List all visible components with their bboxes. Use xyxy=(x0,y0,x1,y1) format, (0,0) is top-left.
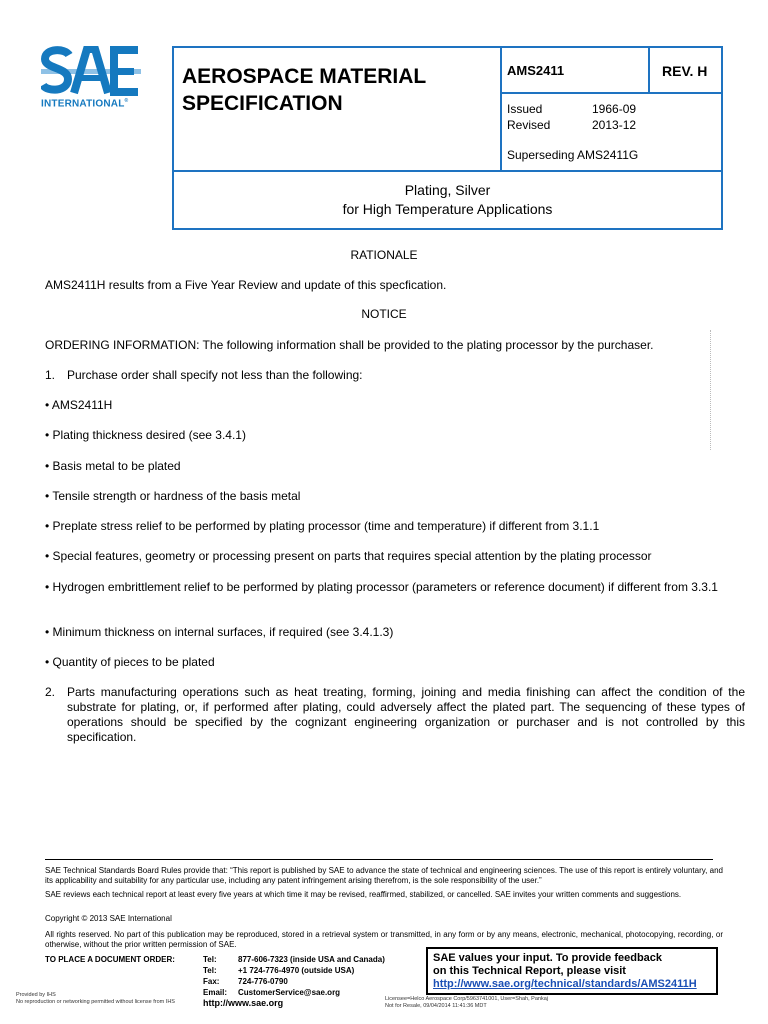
bullet-item: • Basis metal to be plated xyxy=(45,459,181,473)
no-reproduction-text: No reproduction or networking permitted without license from IHS xyxy=(16,999,175,1005)
email-label: Email: xyxy=(203,988,228,997)
item-1-number: 1. xyxy=(45,368,56,382)
not-for-resale-text: Not for Resale, 09/04/2014 11:41:36 MDT xyxy=(385,1003,487,1009)
document-type-title: AEROSPACE MATERIAL SPECIFICATION xyxy=(182,65,427,115)
item-1-text: Purchase order shall specify not less than the following: xyxy=(67,368,363,382)
issue-dates xyxy=(507,101,636,133)
rights-reserved-text: All rights reserved. No part of this publication may be reproduced, stored in a retrieval system or transmitted, in any form or by any means, electronic, mechanical, photocopying, recording, or otherwise, without the prior written permission of SAE. xyxy=(45,930,723,949)
margin-dots xyxy=(706,330,711,450)
rationale-text: AMS2411H results from a Five Year Review and update of this specfication. xyxy=(45,278,447,292)
feedback-link[interactable]: http://www.sae.org/technical/standards/AMS2411H xyxy=(433,978,697,990)
item-1 xyxy=(45,368,723,383)
logo-international-text: INTERNATIONAL® xyxy=(41,98,129,110)
spec-header-box xyxy=(172,46,723,230)
copyright-text: Copyright © 2013 SAE International xyxy=(45,914,172,923)
bullet-item: • Tensile strength or hardness of the basis metal xyxy=(45,489,301,503)
revised-label: Revised xyxy=(507,118,551,132)
bullet-item: • Quantity of pieces to be plated xyxy=(45,655,215,669)
bullet-item: • AMS2411H xyxy=(45,398,113,412)
order-label: TO PLACE A DOCUMENT ORDER: xyxy=(45,955,175,964)
revision-label: REV. H xyxy=(662,63,708,79)
footer-divider xyxy=(45,859,713,860)
tel-label: Tel: xyxy=(203,955,217,964)
tel-value: 877-606-7323 (inside USA and Canada) xyxy=(238,955,385,964)
review-text: SAE reviews each technical report at least every five years at which time it may be revised, reaffirmed, stabilized, or cancelled. SAE invites your written comments and suggestions. xyxy=(45,890,682,899)
fax-value: 724-776-0790 xyxy=(238,977,288,986)
licensee-text: Licensee=Helco Aerospace Corp/5963741001, User=Shah, Pankaj xyxy=(385,996,548,1002)
ordering-information: ORDERING INFORMATION: The following information shall be provided to the plating processor by the purchaser. xyxy=(45,338,654,352)
notice-heading: NOTICE xyxy=(361,307,407,321)
revised-date: 2013-12 xyxy=(592,118,637,132)
bullet-item: • Special features, geometry or processing present on parts that requires special attention by the plating processor xyxy=(45,549,652,563)
superseding-text: Superseding AMS2411G xyxy=(507,148,639,162)
sae-logo-mark xyxy=(41,46,141,96)
issued-date: 1966-09 xyxy=(592,102,637,116)
bullet-item: • Minimum thickness on internal surfaces, if required (see 3.4.1.3) xyxy=(45,625,394,639)
provided-by-text: Provided by IHS xyxy=(16,992,56,998)
fax-label: Fax: xyxy=(203,977,220,986)
tel2-value: +1 724-776-4970 (outside USA) xyxy=(238,966,355,975)
issued-label: Issued xyxy=(507,102,543,116)
sae-logo xyxy=(41,46,147,112)
item-2-number: 2. xyxy=(45,685,56,699)
bullet-item: • Preplate stress relief to be performed by plating processor (time and temperature) if different from 3.1.1 xyxy=(45,519,600,533)
document-number: AMS2411 xyxy=(507,63,565,78)
standards-rules-text: SAE Technical Standards Board Rules provide that: “This report is published by SAE to advance the state of technical and engineering sciences. The use of this report is entirely voluntary, and its applicability and suitability for any particular use, including any patent infringement arising therefrom, is the sole responsibility of the user.” xyxy=(45,866,723,885)
website-link[interactable]: http://www.sae.org xyxy=(203,998,284,1008)
email-link[interactable]: CustomerService@sae.org xyxy=(238,988,341,997)
bullet-item: • Hydrogen embrittlement relief to be performed by plating processor (parameters or reference document) if different from 3.3.1 xyxy=(45,580,718,594)
specification-subject: Plating, Silver for High Temperature Applications xyxy=(342,182,553,217)
rationale-heading: RATIONALE xyxy=(350,248,418,262)
item-2 xyxy=(45,685,745,745)
feedback-box: SAE values your input. To provide feedback on this Technical Report, please visit http://www.sae.org/technical/standards/AMS2411H xyxy=(426,947,718,995)
tel2-label: Tel: xyxy=(203,966,217,975)
item-2-text: Parts manufacturing operations such as heat treating, forming, joining and media finishing can affect the condition of the substrate for plating, or, if performed after plating, could adversely affect the plated part. The sequencing of these types of operations should be specified by the cognizant engineering organization or purchaser and is not controlled by this specification. xyxy=(67,685,745,744)
bullet-item: • Plating thickness desired (see 3.4.1) xyxy=(45,428,246,442)
